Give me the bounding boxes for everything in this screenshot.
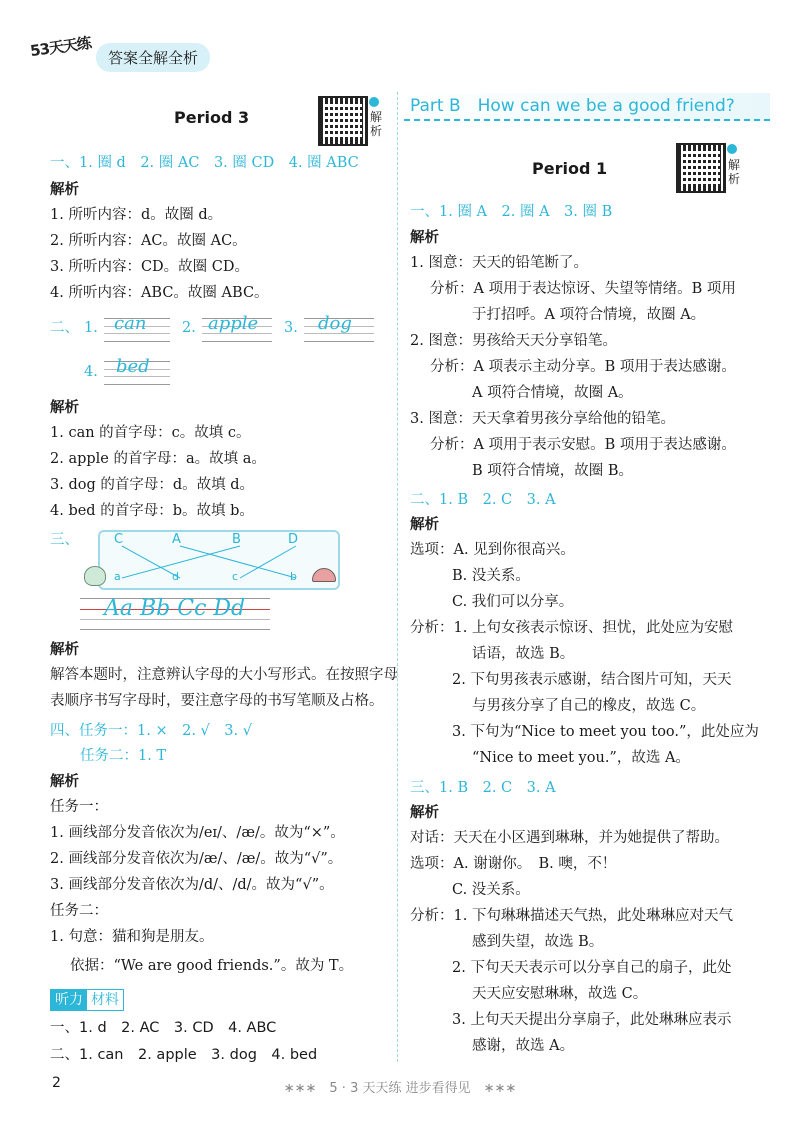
- text-line: 1. 画线部分发音依次为/eɪ/、/æ/。故为“×”。: [50, 825, 345, 841]
- left-s2-num-1: 1.: [84, 320, 98, 336]
- text-line: 任务二：: [50, 903, 108, 919]
- right-period-title: Period 1: [532, 159, 608, 178]
- text-line: 4. bed 的首字母：b。故填 b。: [50, 503, 254, 519]
- left-s1-answer: 一、1. 圈 d 2. 圈 AC 3. 圈 CD 4. 圈 ABC: [50, 155, 359, 171]
- text-line: “Nice to meet you.”，故选 A。: [472, 750, 690, 766]
- play-icon-right: [727, 144, 737, 154]
- material-tag-2: 材料: [91, 992, 119, 1008]
- text-line: 3. 所听内容：CD。故圈 CD。: [50, 259, 249, 275]
- qr-code[interactable]: [318, 96, 368, 146]
- rabbit-icon: [84, 566, 106, 586]
- left-s2-num-3: 3.: [284, 320, 298, 336]
- text-line: A 项符合情境，故圈 A。: [472, 385, 633, 401]
- text-line: 解答本题时，注意辨认字母的大小写形式。在按照字母: [50, 667, 398, 683]
- column-divider: [397, 92, 398, 1062]
- qr-label-right: 解析: [728, 158, 741, 186]
- text-line: C. 没关系。: [452, 882, 530, 898]
- left-period-title: Period 3: [174, 108, 250, 127]
- text-line: C. 我们可以分享。: [452, 594, 574, 610]
- text-line: 表顺序书写字母时，要注意字母的书写笔顺及占格。: [50, 693, 384, 709]
- header-title: 答案全解全析: [96, 43, 210, 72]
- left-jiexi-1: 解析: [50, 182, 79, 198]
- left-jiexi-4: 解析: [50, 774, 79, 790]
- left-s2-label: 二、: [50, 320, 79, 336]
- handwriting-letters: Aa Bb Cc Dd: [104, 596, 246, 621]
- left-s3-label: 三、: [50, 532, 79, 548]
- logo: 53天天练: [29, 33, 92, 61]
- play-icon: [369, 97, 379, 107]
- text-line: 4. 所听内容：ABC。故圈 ABC。: [50, 285, 269, 301]
- text-line: 分析：1. 下句琳琳描述天气热，此处琳琳应对天气: [410, 908, 733, 924]
- text-line: 2. 所听内容：AC。故圈 AC。: [50, 233, 247, 249]
- right-s1-answer: 一、1. 圈 A 2. 圈 A 3. 圈 B: [410, 204, 613, 220]
- material-line-2: 二、1. can 2. apple 3. dog 4. bed: [50, 1047, 318, 1063]
- text-line: 分析：1. 上句女孩表示惊讶、担忧，此处应为安慰: [410, 620, 733, 636]
- right-jiexi-2: 解析: [410, 517, 439, 533]
- left-s2-num-4: 4.: [84, 364, 98, 380]
- text-line: 于打招呼。A 项符合情境，故圈 A。: [472, 307, 706, 323]
- text-line: 1. can 的首字母：c。故填 c。: [50, 425, 251, 441]
- text-line: 对话：天天在小区遇到琳琳，并为她提供了帮助。: [410, 830, 729, 846]
- upper-letter-c: C: [114, 532, 124, 547]
- text-line: 与男孩分享了自己的橡皮，故选 C。: [472, 698, 706, 714]
- handwriting-bed: bed: [116, 356, 150, 377]
- upper-letter-a: A: [172, 532, 181, 547]
- left-s4-basis: 依据：“We are good friends.”。故为 T。: [70, 958, 354, 974]
- text-line: 选项：A. 谢谢你。 B. 噢，不！: [410, 856, 617, 872]
- left-s2-num-2: 2.: [182, 320, 196, 336]
- text-line: 2. apple 的首字母：a。故填 a。: [50, 451, 266, 467]
- left-jiexi-2: 解析: [50, 400, 79, 416]
- text-line: 任务一：: [50, 799, 108, 815]
- handwriting-can: can: [114, 313, 147, 334]
- qr-label: 解析: [370, 110, 383, 138]
- text-line: 2. 画线部分发音依次为/æ/、/æ/。故为“√”。: [50, 851, 343, 867]
- lower-letter-b: b: [290, 570, 297, 583]
- left-s4-answer-2: 任务二：1. T: [80, 748, 167, 764]
- text-line: 话语，故选 B。: [472, 646, 575, 662]
- text-line: 感谢，故选 A。: [472, 1038, 575, 1054]
- footer-slogan: ∗∗∗ 5 · 3 天天练 进步看得见 ∗∗∗: [283, 1081, 517, 1096]
- part-banner: Part B How can we be a good friend?: [404, 93, 770, 121]
- text-line: 3. dog 的首字母：d。故填 d。: [50, 477, 255, 493]
- upper-letter-d: D: [288, 532, 299, 547]
- text-line: 1. 图意：天天的铅笔断了。: [410, 255, 588, 271]
- right-s2-answer: 二、1. B 2. C 3. A: [410, 492, 556, 508]
- material-tag-1: 听力: [51, 990, 87, 1010]
- lower-letter-a: a: [114, 570, 121, 583]
- text-line: 3. 上句天天提出分享扇子，此处琳琳应表示: [452, 1012, 732, 1028]
- matching-lines: [100, 532, 338, 588]
- right-jiexi-3: 解析: [410, 805, 439, 821]
- letter-matching-box: [98, 530, 340, 590]
- text-line: B. 没关系。: [452, 568, 530, 584]
- handwriting-apple: apple: [208, 313, 259, 334]
- text-line: 天天应安慰琳琳，故选 C。: [472, 986, 648, 1002]
- upper-letter-b: B: [232, 532, 241, 547]
- text-line: 选项：A. 见到你很高兴。: [410, 542, 575, 558]
- lower-letter-d: d: [172, 570, 179, 583]
- right-jiexi-1: 解析: [410, 230, 439, 246]
- text-line: 2. 下句天天表示可以分享自己的扇子，此处: [452, 960, 732, 976]
- text-line: 2. 下句男孩表示感谢，结合图片可知，天天: [452, 672, 732, 688]
- text-line: 3. 画线部分发音依次为/d/、/d/。故为“√”。: [50, 877, 334, 893]
- text-line: B 项符合情境，故圈 B。: [472, 463, 634, 479]
- text-line: 感到失望，故选 B。: [472, 934, 604, 950]
- text-line: 1. 所听内容：d。故圈 d。: [50, 207, 223, 223]
- text-line: 1. 句意：猫和狗是朋友。: [50, 929, 214, 945]
- material-line-1: 一、1. d 2. AC 3. CD 4. ABC: [50, 1020, 277, 1036]
- left-s4-answer-1: 四、任务一：1. × 2. √ 3. √: [50, 723, 252, 739]
- right-s3-answer: 三、1. B 2. C 3. A: [410, 780, 556, 796]
- text-line: 3. 下句为“Nice to meet you too.”，此处应为: [452, 724, 759, 740]
- text-line: 分析：A 项用于表达惊讶、失望等情绪。B 项用: [430, 281, 736, 297]
- qr-code-right[interactable]: [676, 143, 726, 193]
- text-line: 3. 图意：天天拿着男孩分享给他的铅笔。: [410, 411, 675, 427]
- handwriting-dog: dog: [318, 313, 352, 334]
- material-tag: [50, 989, 124, 1011]
- left-jiexi-3: 解析: [50, 642, 79, 658]
- lower-letter-c: c: [232, 570, 239, 583]
- page-number: 2: [52, 1075, 61, 1091]
- text-line: 分析：A 项用于表示安慰。B 项用于表达感谢。: [430, 437, 736, 453]
- text-line: 分析：A 项表示主动分享。B 项用于表达感谢。: [430, 359, 736, 375]
- text-line: 2. 图意：男孩给天天分享铅笔。: [410, 333, 617, 349]
